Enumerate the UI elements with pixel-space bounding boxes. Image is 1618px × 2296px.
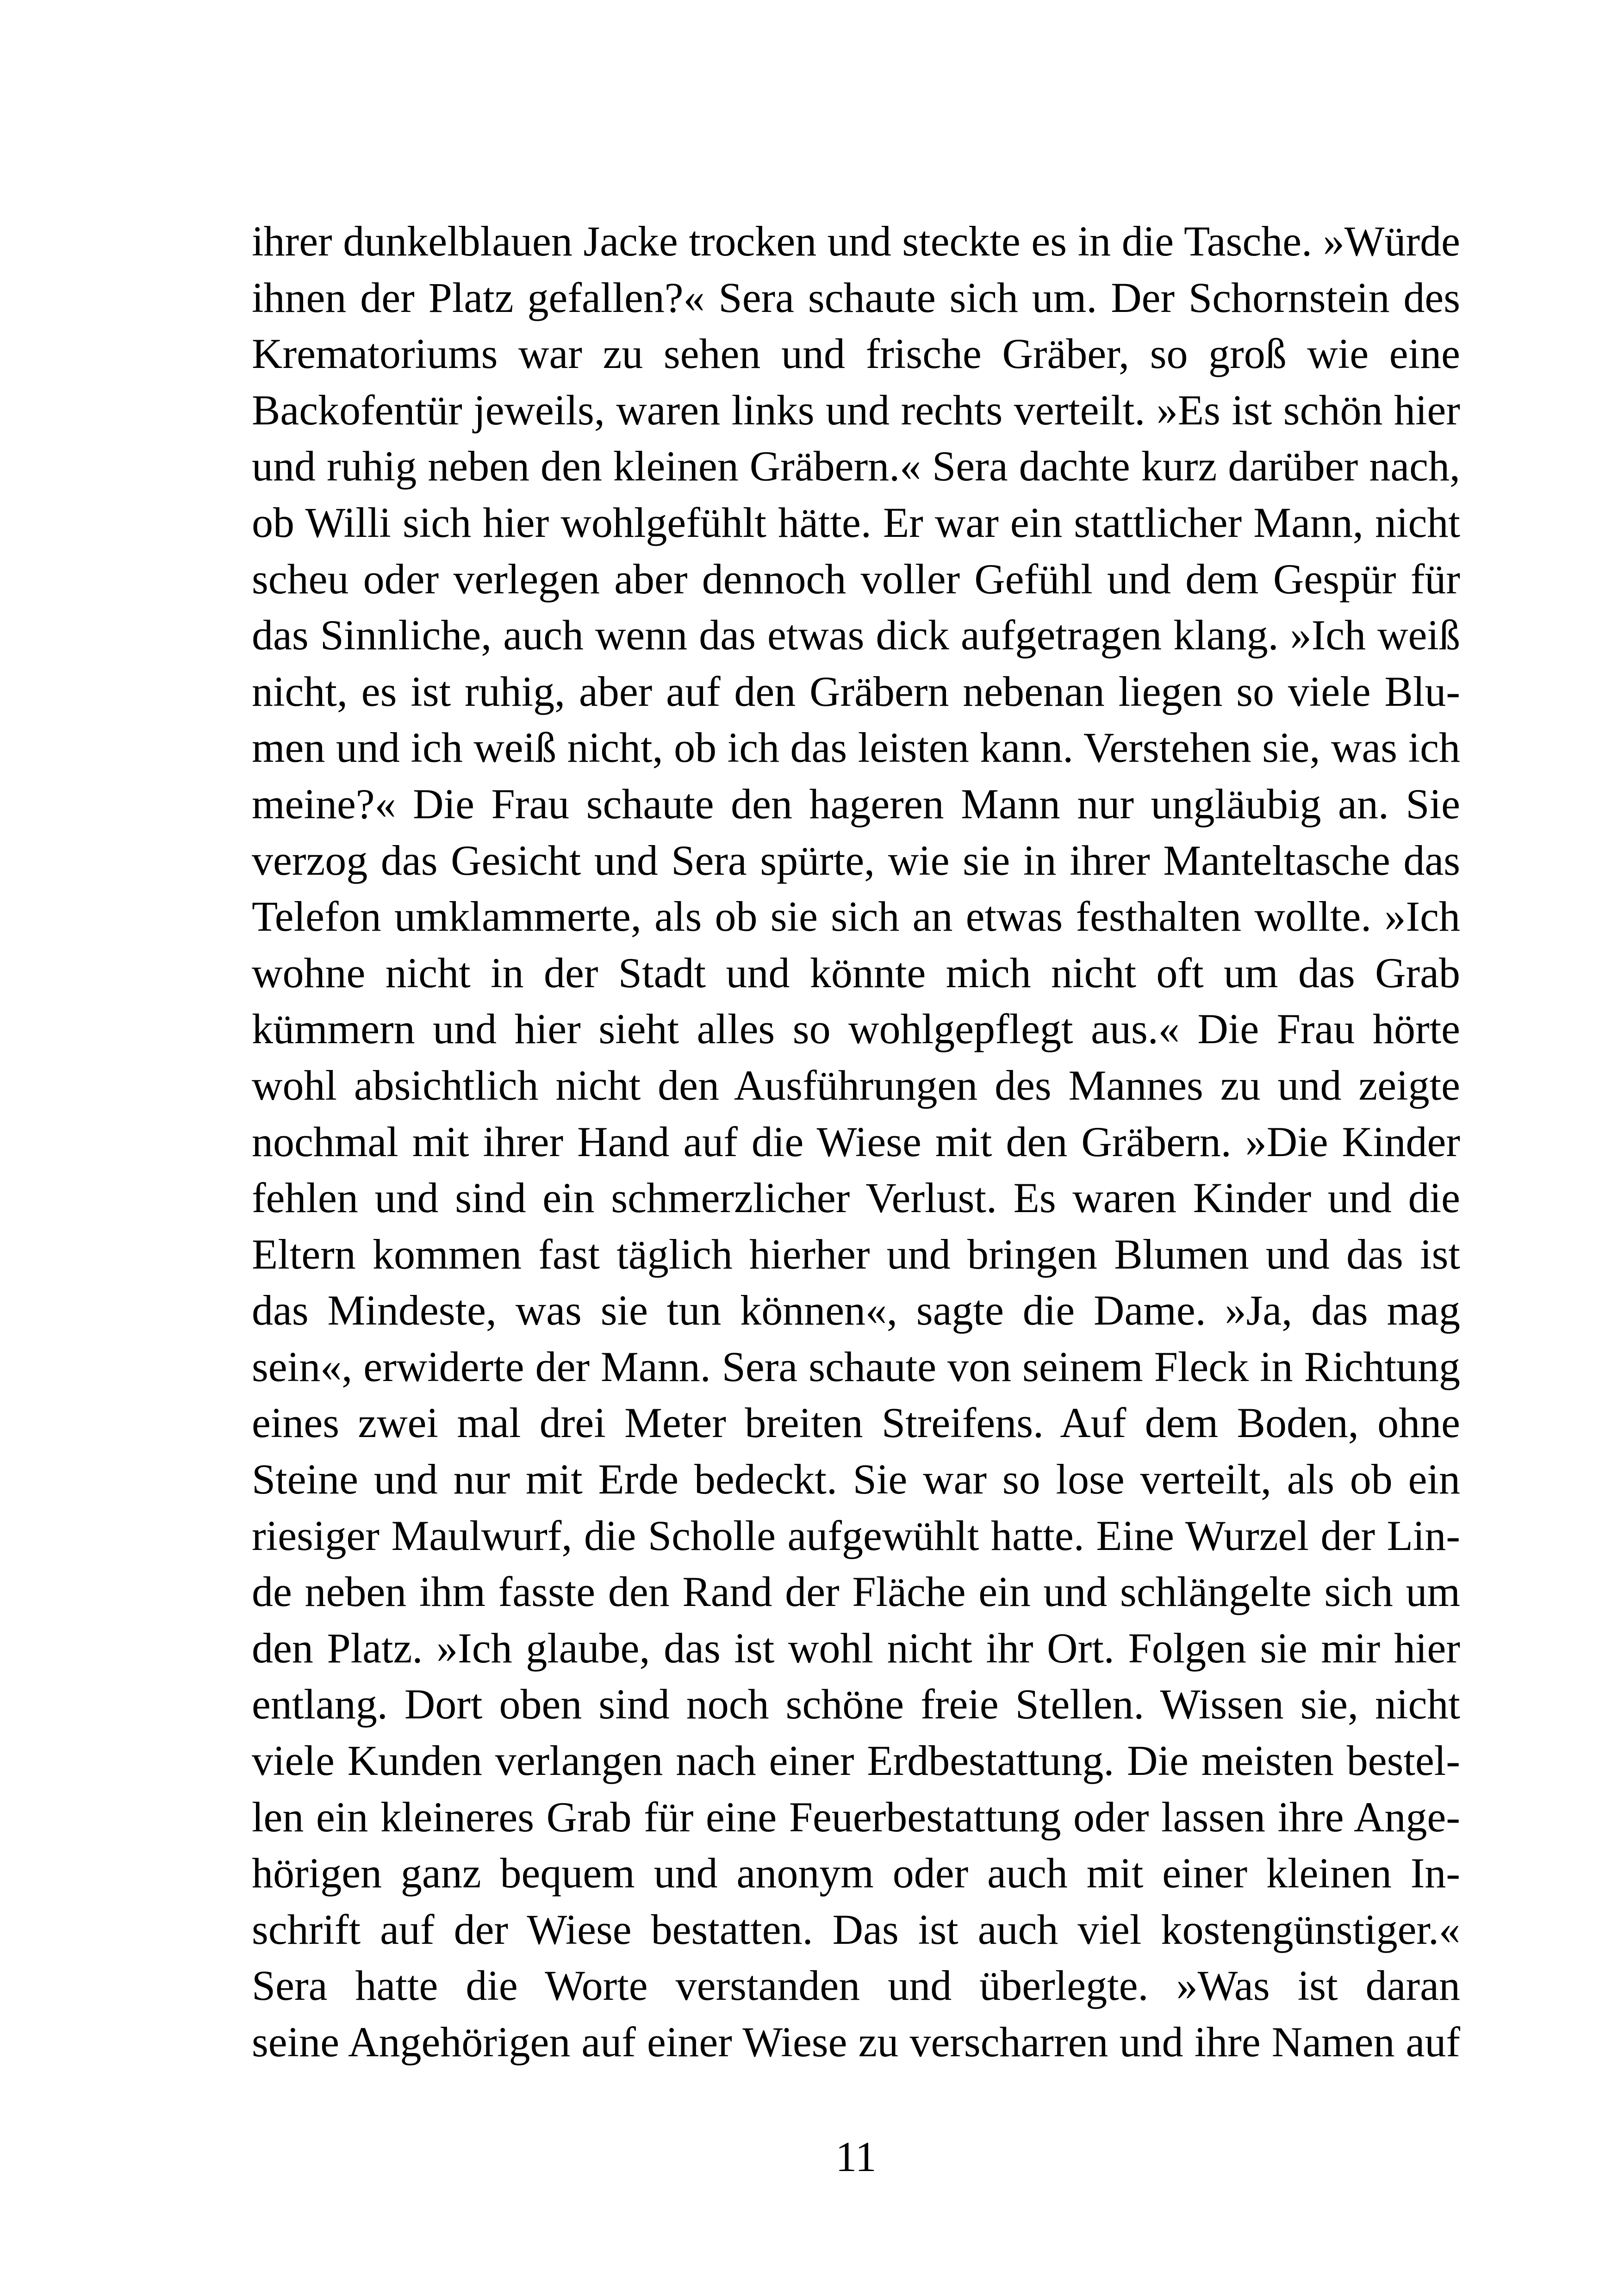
text-line: wohl absichtlich nicht den Ausführungen des Mannes zu und zeigte	[252, 1061, 1460, 1109]
text-line: und ruhig neben den kleinen Gräbern.« Sera dachte kurz darüber nach,	[252, 442, 1460, 490]
text-line: Sera hatte die Worte verstanden und überlegte. »Was ist daran	[252, 1962, 1460, 2010]
text-line: nochmal mit ihrer Hand auf die Wiese mit den Gräbern. »Die Kinder	[252, 1118, 1460, 1165]
text-line: den Platz. »Ich glaube, das ist wohl nicht ihr Ort. Folgen sie mir hier	[252, 1624, 1460, 1672]
text-line: ihnen der Platz gefallen?« Sera schaute sich um. Der Schornstein des	[252, 274, 1460, 321]
page-number: 11	[835, 2133, 877, 2180]
text-line: ob Willi sich hier wohlgefühlt hätte. Er war ein stattlicher Mann, nicht	[252, 498, 1460, 546]
text-line: Steine und nur mit Erde bedeckt. Sie war so lose verteilt, als ob ein	[252, 1456, 1460, 1503]
text-line: das Sinnliche, auch wenn das etwas dick aufgetragen klang. »Ich weiß	[252, 611, 1460, 659]
text-line: scheu oder verlegen aber dennoch voller Gefühl und dem Gespür für	[252, 555, 1460, 603]
text-line: verzog das Gesicht und Sera spürte, wie sie in ihrer Manteltasche das	[252, 836, 1460, 884]
text-line: Telefon umklammerte, als ob sie sich an etwas festhalten wollte. »Ich	[252, 893, 1460, 940]
body-text	[252, 213, 1460, 2071]
text-line: men und ich weiß nicht, ob ich das leisten kann. Verstehen sie, was ich	[252, 724, 1460, 772]
text-line: ihrer dunkelblauen Jacke trocken und steckte es in die Tasche. »Würde	[252, 218, 1460, 265]
text-line: kümmern und hier sieht alles so wohlgepflegt aus.« Die Frau hörte	[252, 1005, 1460, 1053]
text-line: sein«, erwiderte der Mann. Sera schaute von seinem Fleck in Richtung	[252, 1343, 1460, 1390]
text-line: das Mindeste, was sie tun können«, sagte die Dame. »Ja, das mag	[252, 1287, 1460, 1334]
text-line: de neben ihm fasste den Rand der Fläche ein und schlängelte sich um	[252, 1568, 1460, 1616]
text-line: riesiger Maulwurf, die Scholle aufgewühlt hatte. Eine Wurzel der Lin-	[252, 1512, 1460, 1559]
text-line: Eltern kommen fast täglich hierher und bringen Blumen und das ist	[252, 1230, 1460, 1278]
text-line: wohne nicht in der Stadt und könnte mich nicht oft um das Grab	[252, 949, 1460, 996]
text-line: viele Kunden verlangen nach einer Erdbestattung. Die meisten bestel-	[252, 1737, 1460, 1785]
text-line: fehlen und sind ein schmerzlicher Verlust. Es waren Kinder und die	[252, 1174, 1460, 1222]
text-line: len ein kleineres Grab für eine Feuerbestattung oder lassen ihre Ange-	[252, 1793, 1460, 1841]
text-line: eines zwei mal drei Meter breiten Streifens. Auf dem Boden, ohne	[252, 1399, 1460, 1447]
text-line: seine Angehörigen auf einer Wiese zu verscharren und ihre Namen auf	[252, 2018, 1460, 2066]
text-line: Krematoriums war zu sehen und frische Gräber, so groß wie eine	[252, 330, 1460, 378]
text-line: schrift auf der Wiese bestatten. Das ist auch viel kostengünstiger.«	[252, 1905, 1460, 1953]
text-line: entlang. Dort oben sind noch schöne freie Stellen. Wissen sie, nicht	[252, 1680, 1460, 1728]
text-line: nicht, es ist ruhig, aber auf den Gräbern nebenan liegen so viele Blu-	[252, 667, 1460, 715]
text-line: Backofentür jeweils, waren links und rechts verteilt. »Es ist schön hier	[252, 386, 1460, 434]
text-line: hörigen ganz bequem und anonym oder auch mit einer kleinen In-	[252, 1849, 1460, 1897]
text-line: meine?« Die Frau schaute den hageren Mann nur ungläubig an. Sie	[252, 780, 1460, 828]
